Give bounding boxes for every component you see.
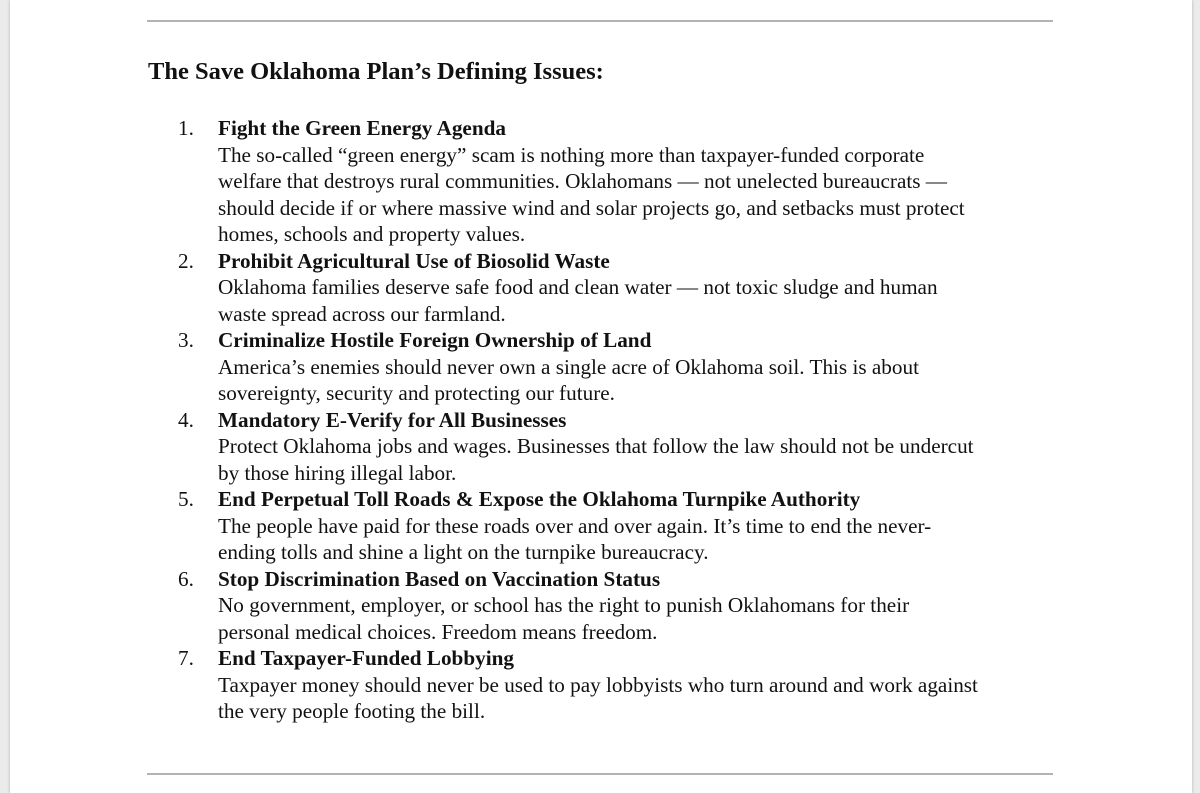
- issue-body: [218, 566, 1058, 646]
- issue-description-line: welfare that destroys rural communities. Oklahomans — not unelected bureaucrats —: [218, 169, 947, 193]
- issue-number: 3.: [178, 328, 194, 352]
- issues-list: [178, 115, 1058, 725]
- issue-description-line: Oklahoma families deserve safe food and clean water — not toxic sludge and human: [218, 275, 938, 299]
- issue-description-line: waste spread across our farmland.: [218, 301, 506, 326]
- issue-number: 4.: [178, 407, 194, 432]
- issue-number: 5.: [178, 487, 194, 511]
- issue-title: Prohibit Agricultural Use of Biosolid Waste: [218, 248, 610, 273]
- issue-description-line: personal medical choices. Freedom means freedom.: [218, 619, 658, 644]
- issue-title: Mandatory E-Verify for All Businesses: [218, 407, 567, 432]
- issue-item: [178, 248, 1058, 328]
- issue-number: 1.: [178, 116, 194, 140]
- issue-body: [218, 115, 1058, 248]
- issue-description-line: the very people footing the bill.: [218, 699, 486, 723]
- issue-body: [218, 486, 1058, 566]
- issue-number: 2.: [178, 248, 194, 273]
- issue-description-line: sovereignty, security and protecting our future.: [218, 381, 615, 405]
- issue-description-line: Taxpayer money should never be used to pay lobbyists who turn around and work against: [218, 672, 978, 697]
- issue-description-line: The so-called “green energy” scam is nothing more than taxpayer-funded corporate: [218, 142, 925, 167]
- issue-title: End Perpetual Toll Roads & Expose the Oklahoma Turnpike Authority: [218, 487, 861, 511]
- issue-body: [218, 645, 1058, 725]
- issue-title: Fight the Green Energy Agenda: [218, 116, 506, 140]
- issue-item: [178, 327, 1058, 407]
- issue-number: 7.: [178, 646, 194, 670]
- issue-item: [178, 486, 1058, 566]
- issue-item: [178, 115, 1058, 248]
- issue-title: Criminalize Hostile Foreign Ownership of Land: [218, 328, 652, 352]
- issue-description-line: America’s enemies should never own a single acre of Oklahoma soil. This is about: [218, 354, 919, 379]
- issue-number: 6.: [178, 566, 194, 591]
- issue-body: [218, 248, 1058, 328]
- issue-item: [178, 645, 1058, 725]
- issue-body: [218, 327, 1058, 407]
- issue-description-line: No government, employer, or school has the right to punish Oklahomans for their: [218, 593, 910, 617]
- issue-item: [178, 407, 1058, 487]
- issue-title: Stop Discrimination Based on Vaccination Status: [218, 566, 661, 591]
- issue-description-line: should decide if or where massive wind and solar projects go, and setbacks must protect: [218, 195, 965, 220]
- issue-description-line: homes, schools and property values.: [218, 222, 526, 246]
- issue-title: End Taxpayer-Funded Lobbying: [218, 646, 514, 670]
- bottom-divider: [147, 773, 1053, 775]
- document-page: [10, 0, 1192, 793]
- issue-description-line: ending tolls and shine a light on the turnpike bureaucracy.: [218, 540, 709, 564]
- issue-description-line: by those hiring illegal labor.: [218, 460, 457, 485]
- top-divider: [147, 20, 1053, 22]
- issue-description-line: Protect Oklahoma jobs and wages. Businesses that follow the law should not be undercut: [218, 434, 974, 458]
- issue-item: [178, 566, 1058, 646]
- document-heading: The Save Oklahoma Plan’s Defining Issues:: [148, 58, 604, 85]
- issue-description-line: The people have paid for these roads over and over again. It’s time to end the never-: [218, 513, 932, 538]
- issue-body: [218, 407, 1058, 487]
